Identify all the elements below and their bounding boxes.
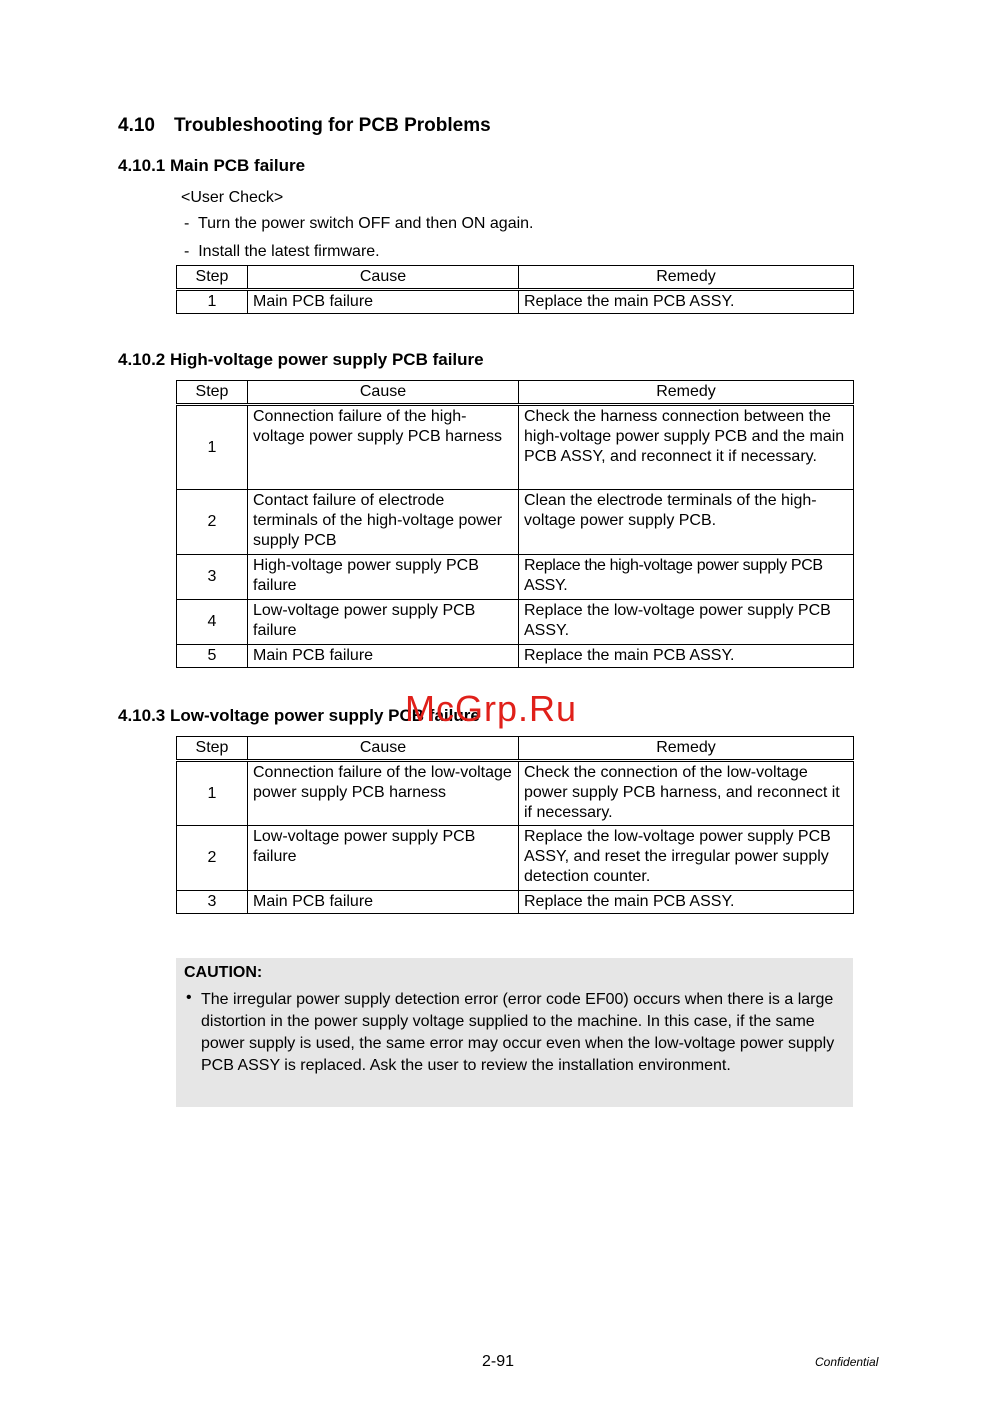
cause-cell: Low-voltage power supply PCB failure [248, 826, 519, 891]
remedy-cell: Replace the low-voltage power supply PCB ASSY, and reset the irregular power supply detection counter. [519, 826, 854, 891]
step-cell: 2 [177, 490, 248, 555]
watermark: McGrp.Ru [405, 688, 578, 729]
bullet-item: - Turn the power switch OFF and then ON again. [184, 215, 534, 232]
bullet-icon: • [186, 989, 192, 1006]
caution-box [176, 958, 853, 1107]
header-remedy: Remedy [519, 737, 854, 761]
remedy-cell: Replace the main PCB ASSY. [519, 290, 854, 314]
low-voltage-table [176, 736, 854, 914]
table-header-row [177, 737, 854, 761]
table-row [177, 891, 854, 914]
table-row [177, 645, 854, 668]
caution-title: CAUTION: [184, 964, 263, 981]
cause-cell: Main PCB failure [248, 290, 519, 314]
remedy-cell: Replace the main PCB ASSY. [519, 645, 854, 668]
header-cause: Cause [248, 266, 519, 290]
remedy-cell: Replace the main PCB ASSY. [519, 891, 854, 914]
remedy-cell: Replace the low-voltage power supply PCB ASSY. [519, 600, 854, 645]
cause-cell: Contact failure of electrode terminals of the high-voltage power supply PCB [248, 490, 519, 555]
step-cell: 5 [177, 645, 248, 668]
confidential-label: Confidential [815, 1355, 879, 1369]
step-cell: 4 [177, 600, 248, 645]
table-row [177, 761, 854, 826]
remedy-cell: Check the harness connection between the high-voltage power supply PCB and the main PCB ASSY, and reconnect it if necessary. [519, 405, 854, 490]
step-cell: 2 [177, 826, 248, 891]
user-check-label: <User Check> [181, 189, 284, 206]
caution-text: The irregular power supply detection error (error code EF00) occurs when there is a large distortion in the power supply voltage supplied to the machine. In this case, if the same power supply is used, the same error may occur even when the low-voltage power supply PCB ASSY is replaced. Ask the user to review the installation environment. [201, 991, 835, 1074]
bullet-text: Turn the power switch OFF and then ON again. [197, 215, 534, 232]
header-step: Step [177, 266, 248, 290]
step-cell: 3 [177, 555, 248, 600]
table-header-row [177, 381, 854, 405]
cause-cell: Low-voltage power supply PCB failure [248, 600, 519, 645]
subsection-title-text: High-voltage power supply PCB failure [170, 350, 484, 369]
step-cell: 1 [177, 290, 248, 314]
subsection-title-text: Main PCB failure [170, 156, 306, 175]
section-title [118, 115, 491, 137]
table-row [177, 826, 854, 891]
table-row [177, 490, 854, 555]
bullet-text: Install the latest firmware. [198, 243, 380, 260]
step-cell: 3 [177, 891, 248, 914]
header-cause: Cause [248, 381, 519, 405]
remedy-cell: Check the connection of the low-voltage power supply PCB harness, and reconnect it if necessary. [519, 761, 854, 826]
header-cause: Cause [248, 737, 519, 761]
step-cell: 1 [177, 405, 248, 490]
header-step: Step [177, 737, 248, 761]
high-voltage-table [176, 380, 854, 668]
cause-cell: Main PCB failure [248, 645, 519, 668]
header-remedy: Remedy [519, 266, 854, 290]
header-step: Step [177, 381, 248, 405]
table-row [177, 600, 854, 645]
table-row [177, 290, 854, 314]
page-number: 2-91 [482, 1353, 515, 1370]
table-row [177, 405, 854, 490]
header-remedy: Remedy [519, 381, 854, 405]
table-header-row [177, 266, 854, 290]
section-number: 4.10 [118, 115, 155, 136]
remedy-cell: Replace the high-voltage power supply PCB ASSY. [519, 555, 854, 600]
cause-cell: Connection failure of the high-voltage power supply PCB harness [248, 405, 519, 490]
subsection-number: 4.10.3 [118, 706, 166, 725]
cause-cell: High-voltage power supply PCB failure [248, 555, 519, 600]
subsection-number: 4.10.1 [118, 156, 166, 175]
subsection-title-high-voltage [118, 350, 484, 370]
subsection-title-main-pcb [118, 156, 305, 176]
step-cell: 1 [177, 761, 248, 826]
subsection-title-text: Low-voltage power supply PCB failure [170, 706, 480, 725]
cause-cell: Main PCB failure [248, 891, 519, 914]
subsection-number: 4.10.2 [118, 350, 166, 369]
main-pcb-table [176, 265, 854, 314]
remedy-cell: Clean the electrode terminals of the high-voltage power supply PCB. [519, 490, 854, 555]
cause-cell: Connection failure of the low-voltage power supply PCB harness [248, 761, 519, 826]
section-title-text: Troubleshooting for PCB Problems [173, 115, 491, 136]
table-row [177, 555, 854, 600]
bullet-item: - Install the latest firmware. [184, 243, 380, 260]
